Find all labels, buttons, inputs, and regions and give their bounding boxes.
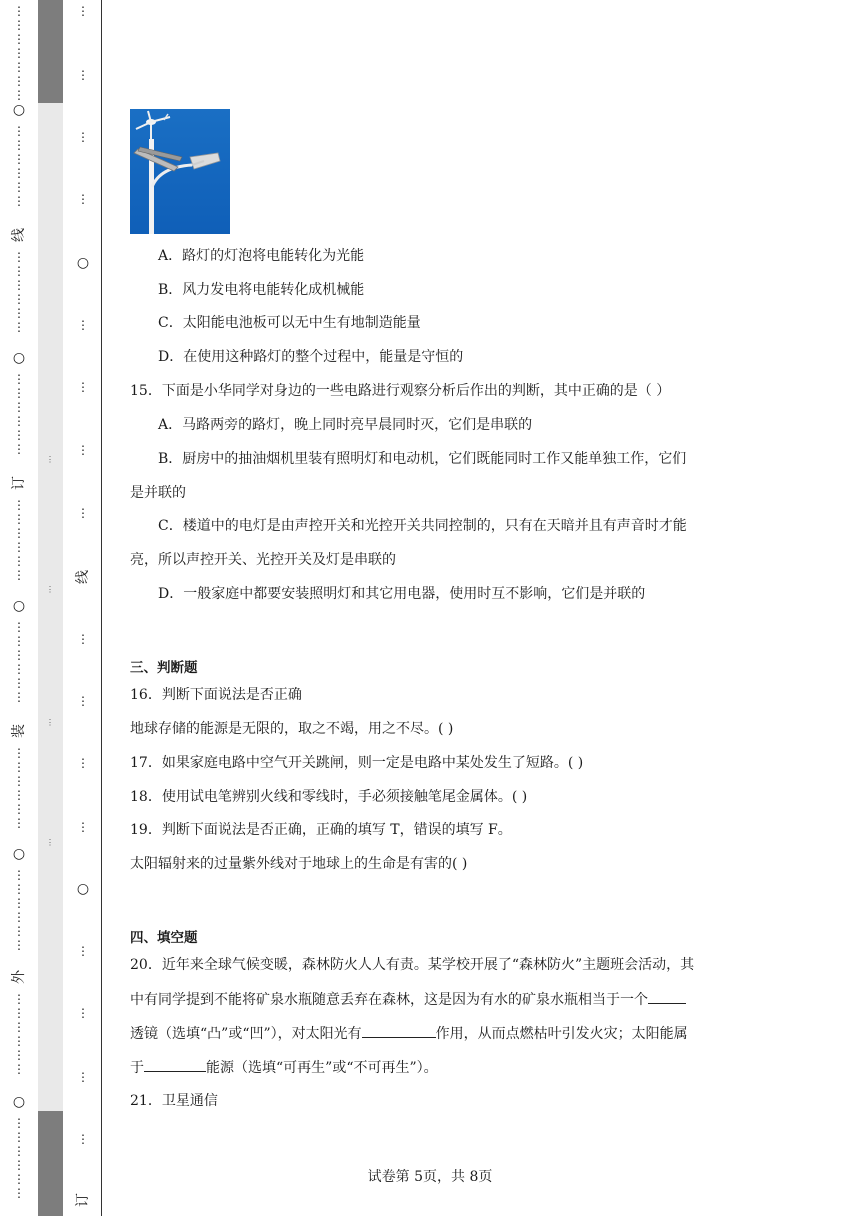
binding-strip-dots: ⋮ <box>46 718 54 727</box>
binding-circle-mark: ○ <box>76 255 90 271</box>
binding-word-mark: 线 <box>11 228 27 242</box>
dotted-line: ⋮ ⋮ ⋮ ⋮ ⋮ ⋮ <box>13 250 25 334</box>
dotted-line: ⋮ <box>77 632 89 646</box>
answer-blank[interactable] <box>648 989 686 1004</box>
q14-option-d: D．在使用这种路灯的整个过程中，能量是守恒的 <box>158 349 464 365</box>
q19-statement: 太阳辐射来的过量紫外线对于地球上的生命是有害的( ) <box>130 856 468 872</box>
section-4-title: 四、填空题 <box>130 930 198 946</box>
binding-strip-dots: ⋮ <box>46 585 54 594</box>
dotted-line: ⋮ ⋮ ⋮ ⋮ ⋮ ⋮ <box>13 620 25 704</box>
binding-word-mark: 订 <box>75 1193 91 1207</box>
answer-blank[interactable] <box>144 1057 206 1072</box>
binding-circle-mark: ○ <box>12 102 26 118</box>
dotted-line: ⋮ ⋮ ⋮ ⋮ ⋮ ⋮ <box>13 124 25 208</box>
binding-circle-mark: ○ <box>76 881 90 897</box>
binding-word-mark: 线 <box>75 570 91 584</box>
q20-text: 于 <box>130 1060 144 1076</box>
section-3-title: 三、判断题 <box>130 660 198 676</box>
dotted-line: ⋮ ⋮ ⋮ ⋮ ⋮ ⋮ <box>13 868 25 952</box>
q20-line-1: 20．近年来全球气候变暖，森林防火人人有责。某学校开展了“森林防火”主题班会活动，其 <box>130 957 695 973</box>
binding-circle-mark: ○ <box>12 846 26 862</box>
q20-text: 中有同学提到不能将矿泉水瓶随意丢弃在森林，这是因为有水的矿泉水瓶相当于一个 <box>130 992 648 1008</box>
dotted-line: ⋮ <box>77 380 89 394</box>
binding-word-mark: 订 <box>11 476 27 490</box>
q20-text: 能源（选填“可再生”或“不可再生”）。 <box>206 1060 438 1076</box>
binding-margin-outer <box>0 0 38 1216</box>
q15-option-b: B．厨房中的抽油烟机里装有照明灯和电动机，它们既能同时工作又能单独工作，它们 <box>158 451 687 467</box>
page-footer: 试卷第 5页，共 8页 <box>367 1169 493 1185</box>
dotted-line: ⋮ ⋮ ⋮ ⋮ ⋮ ⋮ <box>13 498 25 582</box>
dotted-line: ⋮ <box>77 1006 89 1020</box>
dotted-line: ⋮ <box>77 68 89 82</box>
dotted-line: ⋮ <box>77 694 89 708</box>
dotted-line: ⋮ <box>77 318 89 332</box>
dotted-line: ⋮ <box>77 756 89 770</box>
q20-text: 透镜（选填“凸”或“凹”），对太阳光有 <box>130 1026 362 1042</box>
binding-dark-block <box>38 0 63 103</box>
binding-circle-mark: ○ <box>12 350 26 366</box>
binding-strip-dots: ⋮ <box>46 838 54 847</box>
q14-option-a: A．路灯的灯泡将电能转化为光能 <box>158 248 365 264</box>
q15-option-c-cont: 亮，所以声控开关、光控开关及灯是串联的 <box>130 552 396 568</box>
dotted-line: ⋮ <box>77 1070 89 1084</box>
binding-word-mark: 外 <box>11 970 27 984</box>
q14-option-b: B．风力发电将电能转化成机械能 <box>158 282 365 298</box>
q16-stem: 16．判断下面说法是否正确 <box>130 687 302 703</box>
q19-stem: 19．判断下面说法是否正确，正确的填写 T，错误的填写 F。 <box>130 822 512 838</box>
q16-statement: 地球存储的能源是无限的，取之不竭，用之不尽。( ) <box>130 721 454 737</box>
q17: 17．如果家庭电路中空气开关跳闸，则一定是电路中某处发生了短路。( ) <box>130 755 584 771</box>
answer-blank[interactable] <box>362 1023 436 1038</box>
dotted-line: ⋮ ⋮ ⋮ ⋮ ⋮ ⋮ <box>13 992 25 1076</box>
dotted-line: ⋮ <box>77 506 89 520</box>
dotted-line: ⋮ <box>77 4 89 18</box>
binding-gray-strip <box>38 0 63 1216</box>
dotted-line: ⋮ ⋮ ⋮ ⋮ ⋮ ⋮ <box>13 746 25 830</box>
binding-word-mark: 装 <box>11 724 27 738</box>
binding-circle-mark: ○ <box>12 598 26 614</box>
q15-option-a: A．马路两旁的路灯，晚上同时亮早晨同时灭，它们是串联的 <box>158 417 533 433</box>
binding-margin-inner <box>63 0 102 1216</box>
q15-stem: 15．下面是小华同学对身边的一些电路进行观察分析后作出的判断，其中正确的是（ ） <box>130 383 671 399</box>
q20-line-2 <box>130 989 686 1010</box>
dotted-line: ⋮ <box>77 820 89 834</box>
q15-option-d: D．一般家庭中都要安装照明灯和其它用电器，使用时互不影响，它们是并联的 <box>158 586 646 602</box>
binding-dark-block <box>38 1111 63 1216</box>
dotted-line: ⋮ <box>77 443 89 457</box>
q15-option-c: C．楼道中的电灯是由声控开关和光控开关共同控制的，只有在天暗并且有声音时才能 <box>158 518 687 534</box>
binding-strip-dots: ⋮ <box>46 455 54 464</box>
q20-line-4 <box>130 1057 438 1078</box>
q18: 18．使用试电笔辨别火线和零线时，手必须接触笔尾金属体。( ) <box>130 789 528 805</box>
solar-wind-street-lamp-icon <box>130 109 230 234</box>
dotted-line: ⋮ <box>77 130 89 144</box>
dotted-line: ⋮ ⋮ ⋮ ⋮ ⋮ ⋮ <box>13 372 25 456</box>
q15-option-b-cont: 是并联的 <box>130 485 186 501</box>
dotted-line: ⋮ <box>77 944 89 958</box>
street-lamp-photo <box>130 109 230 234</box>
q21: 21．卫星通信 <box>130 1093 218 1109</box>
dotted-line: ⋮ <box>77 1132 89 1146</box>
q20-line-3 <box>130 1023 688 1044</box>
binding-circle-mark: ○ <box>12 1094 26 1110</box>
dotted-line: ⋮ ⋮ ⋮ ⋮ ⋮ ⋮ ⋮ <box>13 4 25 102</box>
dotted-line: ⋮ ⋮ ⋮ ⋮ ⋮ ⋮ <box>13 1116 25 1200</box>
q14-option-c: C．太阳能电池板可以无中生有地制造能量 <box>158 315 421 331</box>
q20-text: 作用，从而点燃枯叶引发火灾；太阳能属 <box>435 1026 688 1042</box>
dotted-line: ⋮ <box>77 192 89 206</box>
